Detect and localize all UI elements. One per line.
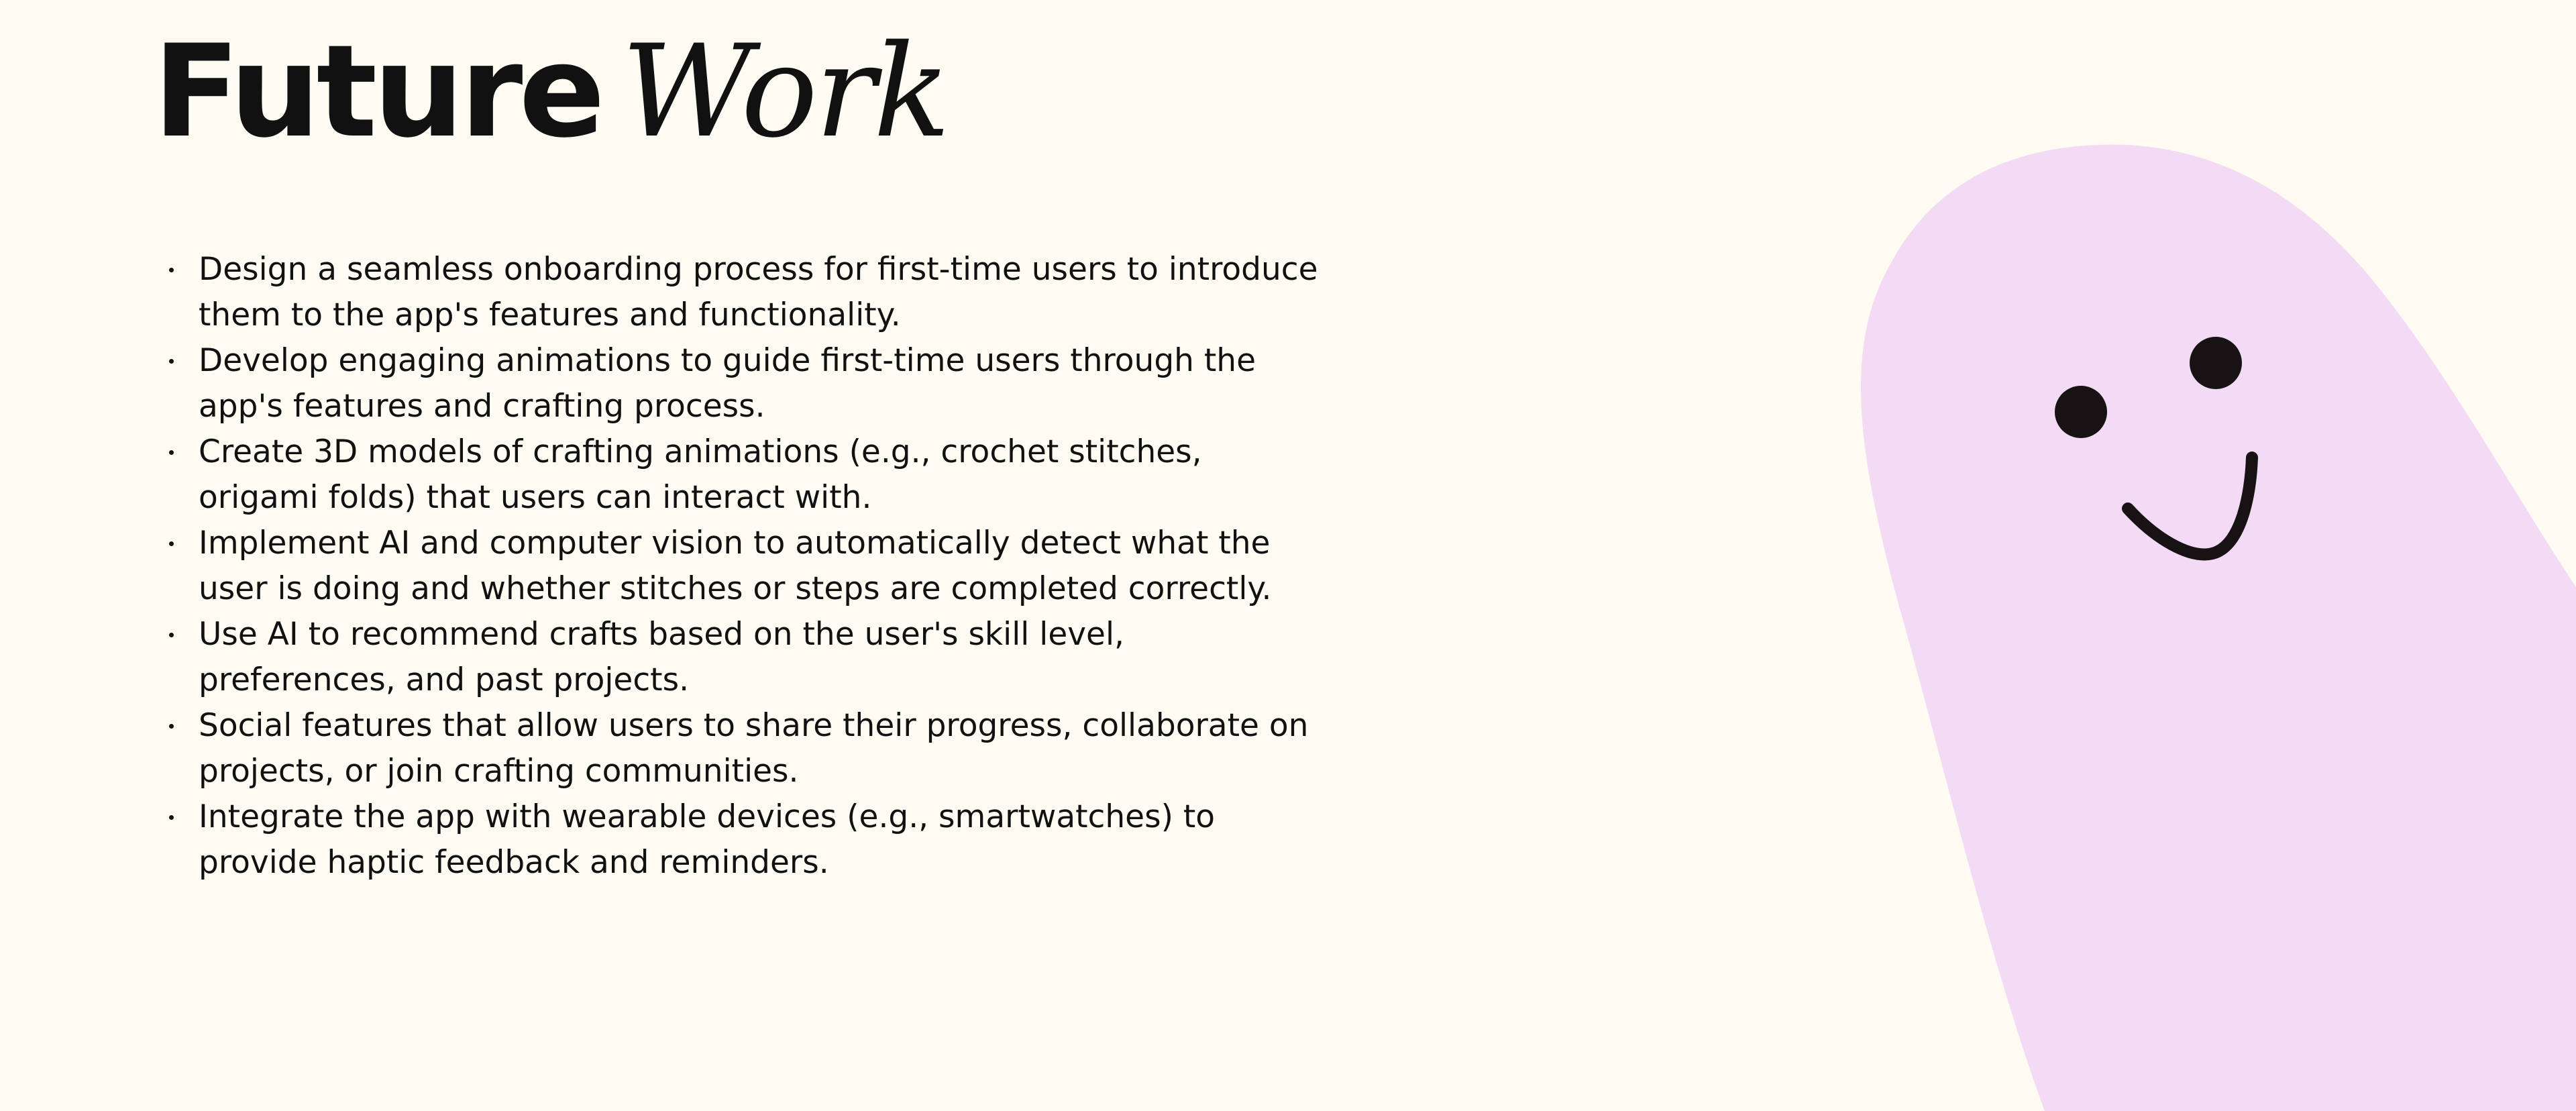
list-item-text: Create 3D models of crafting animations (e.g., crochet stitches, origami folds) that users can interact with. (199, 433, 1202, 516)
title-bold-word: Future (153, 17, 602, 166)
bullet-icon (169, 633, 174, 637)
bullet-icon (169, 450, 174, 455)
left-eye (2055, 386, 2107, 438)
list-item-text: Develop engaging animations to guide first-time users through the app's features and crafting process. (199, 342, 1256, 425)
right-eye (2190, 337, 2242, 389)
mascot-body (1861, 145, 2576, 1111)
list-item-text: Use AI to recommend crafts based on the user's skill level, preferences, and past projects. (199, 616, 1124, 698)
list-item (169, 521, 1323, 612)
list-item-text: Integrate the app with wearable devices (e.g., smartwatches) to provide haptic feedback and reminders. (199, 798, 1216, 881)
smiling-blob-icon (1825, 114, 2576, 1111)
title-italic-word: Work (621, 17, 948, 166)
list-item (169, 338, 1323, 429)
list-item (169, 612, 1323, 703)
list-item-text: Implement AI and computer vision to automatically detect what the user is doing and whether stitches or steps are completed correctly. (199, 525, 1272, 607)
bullet-icon (169, 268, 174, 272)
bullet-icon (169, 724, 174, 729)
future-work-list (169, 247, 1323, 886)
list-item (169, 703, 1323, 794)
list-item (169, 247, 1323, 338)
bullet-icon (169, 541, 174, 546)
list-item (169, 429, 1323, 521)
list-item (169, 794, 1323, 886)
list-item-text: Social features that allow users to share their progress, collaborate on projects, or join crafting communities. (199, 707, 1309, 790)
bullet-icon (169, 815, 174, 820)
page-title (153, 17, 948, 166)
list-item-text: Design a seamless onboarding process for first-time users to introduce them to the app's features and functionality. (199, 251, 1318, 333)
bullet-icon (169, 359, 174, 364)
